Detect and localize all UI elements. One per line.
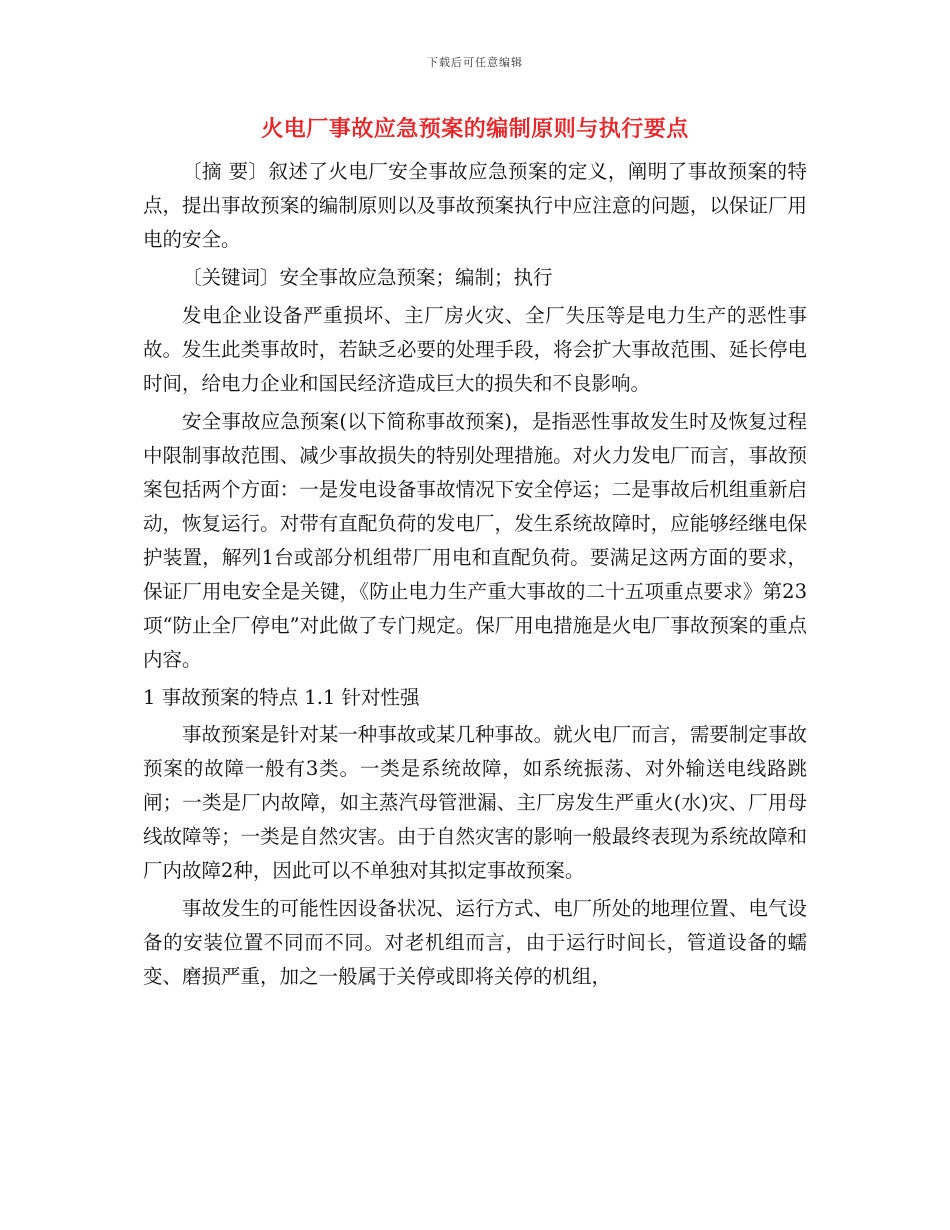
section-heading: 1 事故预案的特点 1.1 针对性强 — [143, 686, 420, 709]
body-paragraph: 安全事故应急预案(以下简称事故预案)，是指恶性事故发生时及恢复过程中限制事故范围、减少事故损失的特别处理措施。对火力发电厂而言，事故预案包括两个方面：一是发电设备事故情况下安全停运；二是事故后机组重新启动，恢复运行。对带有直配负荷的发电厂，发生系统故障时，应能够经继电保护装置，解列1台或部分机组带厂用电和直配负荷。要满足这两方面的要求，保证厂用电安全是关键，《防止电力生产重大事故的二十五项重点要求》第23项“防止全厂停电”对此做了专门规定。保厂用电措施是火电厂事故预案的重点内容。 — [143, 410, 807, 671]
keywords-paragraph: 〔关键词〕安全事故应急预案；编制；执行 — [182, 266, 553, 289]
header-note: 下载后可任意编辑 — [427, 56, 523, 69]
body-paragraph: 事故预案是针对某一种事故或某几种事故。就火电厂而言，需要制定事故预案的故障一般有3类。一类是系统故障，如系统振荡、对外输送电线路跳闸；一类是厂内故障，如主蒸汽母管泄漏、主厂房发生严重火(水)灾、厂用母线故障等；一类是自然灾害。由于自然灾害的影响一般最终表现为系统故障和厂内故障2种，因此可以不单独对其拟定事故预案。 — [143, 723, 807, 882]
document-body — [143, 155, 807, 998]
abstract-paragraph: 〔摘 要〕叙述了火电厂安全事故应急预案的定义，阐明了事故预案的特点，提出事故预案的编制原则以及事故预案执行中应注意的问题，以保证厂用电的安全。 — [143, 160, 807, 251]
body-paragraph: 发电企业设备严重损坏、主厂房火灾、全厂失压等是电力生产的恶性事故。发生此类事故时，若缺乏必要的处理手段，将会扩大事故范围、延长停电时间，给电力企业和国民经济造成巨大的损失和不良影响。 — [143, 304, 807, 395]
body-paragraph: 事故发生的可能性因设备状况、运行方式、电厂所处的地理位置、电气设备的安装位置不同而不同。对老机组而言，由于运行时间长，管道设备的蠕变、磨损严重，加之一般属于关停或即将关停的机组， — [143, 897, 807, 988]
document-title: 火电厂事故应急预案的编制原则与执行要点 — [261, 117, 689, 142]
